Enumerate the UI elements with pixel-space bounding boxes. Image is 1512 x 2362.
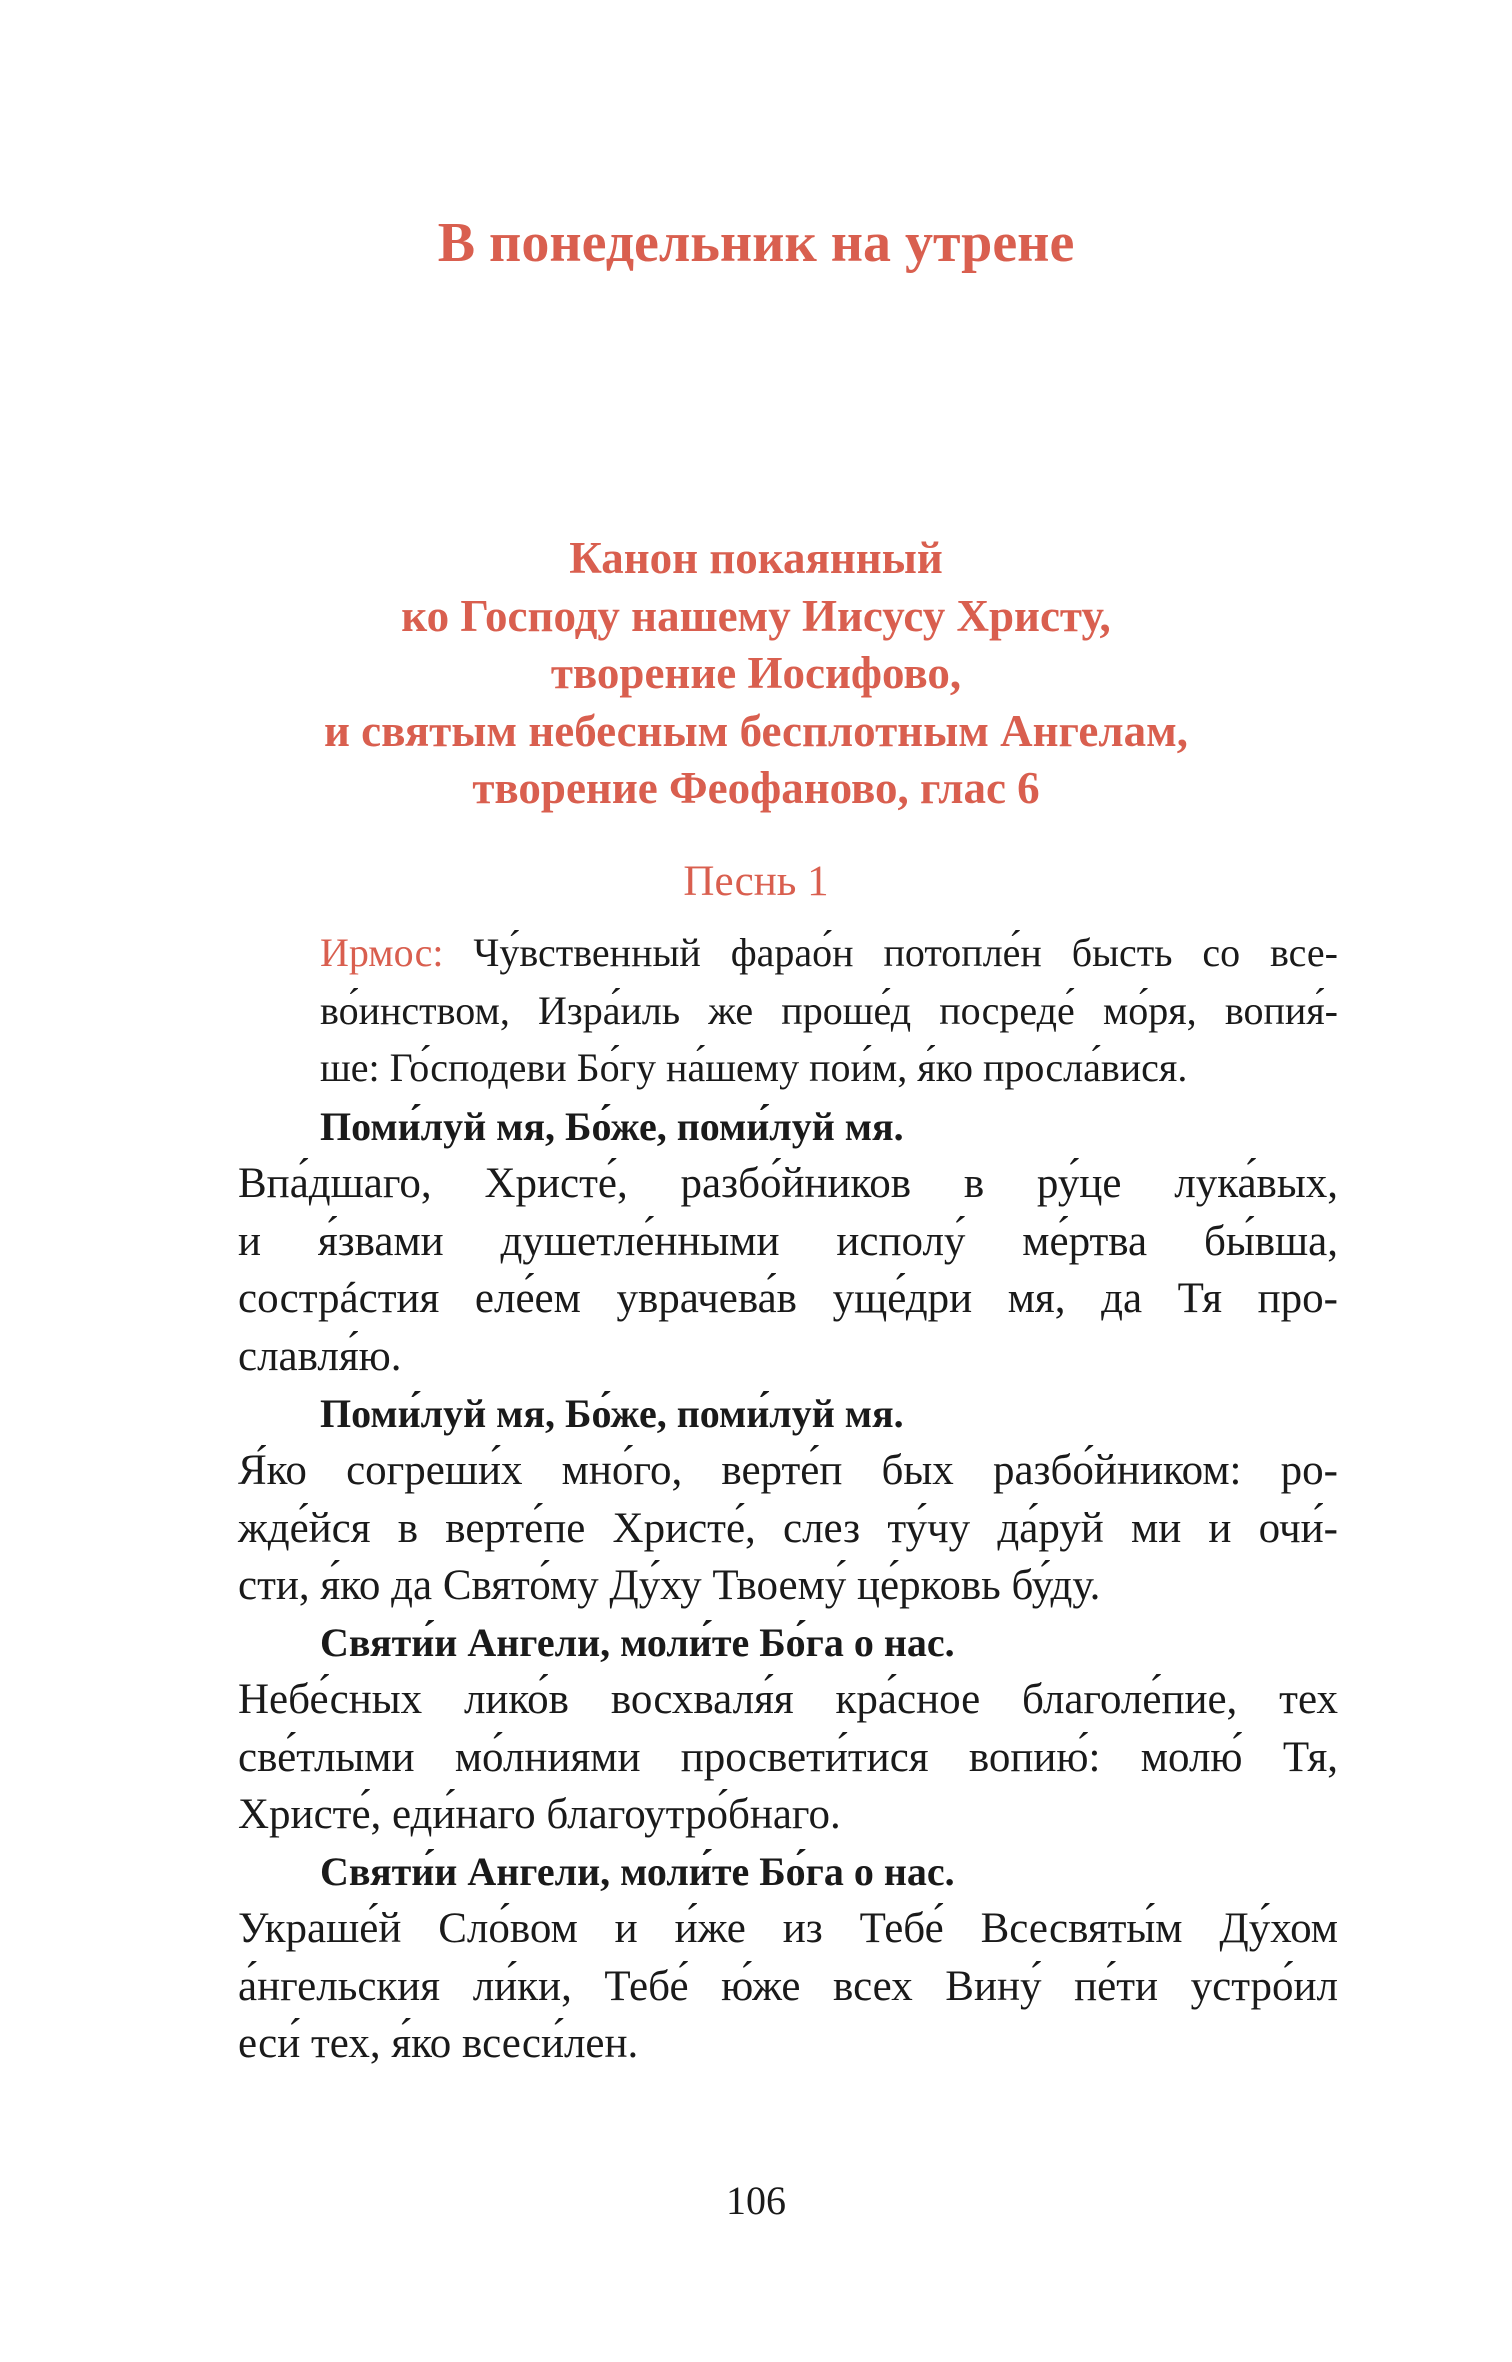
canon-heading-line: творение Иосифово,	[550, 648, 962, 698]
page-number: 106	[726, 2178, 786, 2223]
irmos-paragraph	[320, 924, 1338, 1097]
refrain: Святи́и Ангели, моли́те Бо́га о нас.	[320, 1849, 955, 1894]
troparion-line: жде́йся в верте́пе Христе́, слез ту́чу да́руй ми и очи́-	[238, 1504, 1338, 1552]
troparion-line: Украше́й Сло́вом и и́же из Тебе́ Всесвяты́м Ду́хом	[238, 1905, 1338, 1952]
troparion-line: сострáстия еле́ем уврачева́в уще́дри мя, да Тя про-	[238, 1275, 1338, 1322]
troparion-line: Впа́дшаго, Христе́, разбо́йников в ру́це лука́вых,	[238, 1160, 1338, 1207]
refrain: Поми́луй мя, Бо́же, поми́луй мя.	[320, 1104, 904, 1149]
troparion-line: Христе́, еди́наго благоутро́бнаго.	[238, 1791, 841, 1838]
canon-heading-line: Канон покаянный	[569, 533, 943, 583]
page-title: В понедельник на утрене	[437, 212, 1075, 274]
irmos-line	[320, 924, 1338, 982]
irmos-label: Ирмос:	[320, 930, 444, 975]
troparion	[238, 1900, 1338, 2073]
troparion-line: сти, я́ко да Свято́му Ду́ху Твоему́ це́рковь бу́ду.	[238, 1562, 1101, 1609]
troparion	[238, 1155, 1338, 1385]
refrain: Святи́и Ангели, моли́те Бо́га о нас.	[320, 1620, 955, 1665]
song-title: Песнь 1	[683, 858, 829, 905]
troparion-line: а́нгельския ли́ки, Тебе́ ю́же всех Вину́ пе́ти устро́ил	[238, 1962, 1338, 2010]
troparion-line: славля́ю.	[238, 1332, 402, 1380]
troparion	[238, 1671, 1338, 1844]
canon-heading-line: ко Господу нашему Иисусу Христу,	[401, 590, 1111, 641]
troparion-line: Небе́сных лико́в восхваля́я кра́сное благоле́пие, тех	[238, 1676, 1338, 1723]
irmos-line: ше: Го́сподеви Бо́гу на́шему пои́м, я́ко просла́вися.	[320, 1045, 1188, 1090]
irmos-text: Чу́вственный фарао́н потопле́н бысть со все-	[443, 930, 1338, 975]
irmos-line: во́инством, Изра́иль же проше́д посреде́ мо́ря, вопия́-	[320, 987, 1338, 1033]
refrain: Поми́луй мя, Бо́же, поми́луй мя.	[320, 1391, 904, 1436]
troparion-line: Я́ко согреши́х мно́го, верте́п бых разбо́йником: ро-	[238, 1447, 1338, 1494]
troparion-line: и я́звами душетле́нными исполу́ ме́ртва бы́вша,	[238, 1217, 1338, 1265]
canon-heading	[0, 530, 1512, 818]
canon-heading-line: творение Феофаново, глас 6	[472, 763, 1040, 813]
canon-heading-line: и святым небесным бесплотным Ангелам,	[323, 705, 1189, 756]
troparion-line: све́тлыми мо́лниями просвети́тися вопию́: молю́ Тя,	[238, 1733, 1338, 1781]
troparion	[238, 1442, 1338, 1615]
troparion-line: еси́ тех, я́ко всеси́лен.	[238, 2020, 639, 2067]
